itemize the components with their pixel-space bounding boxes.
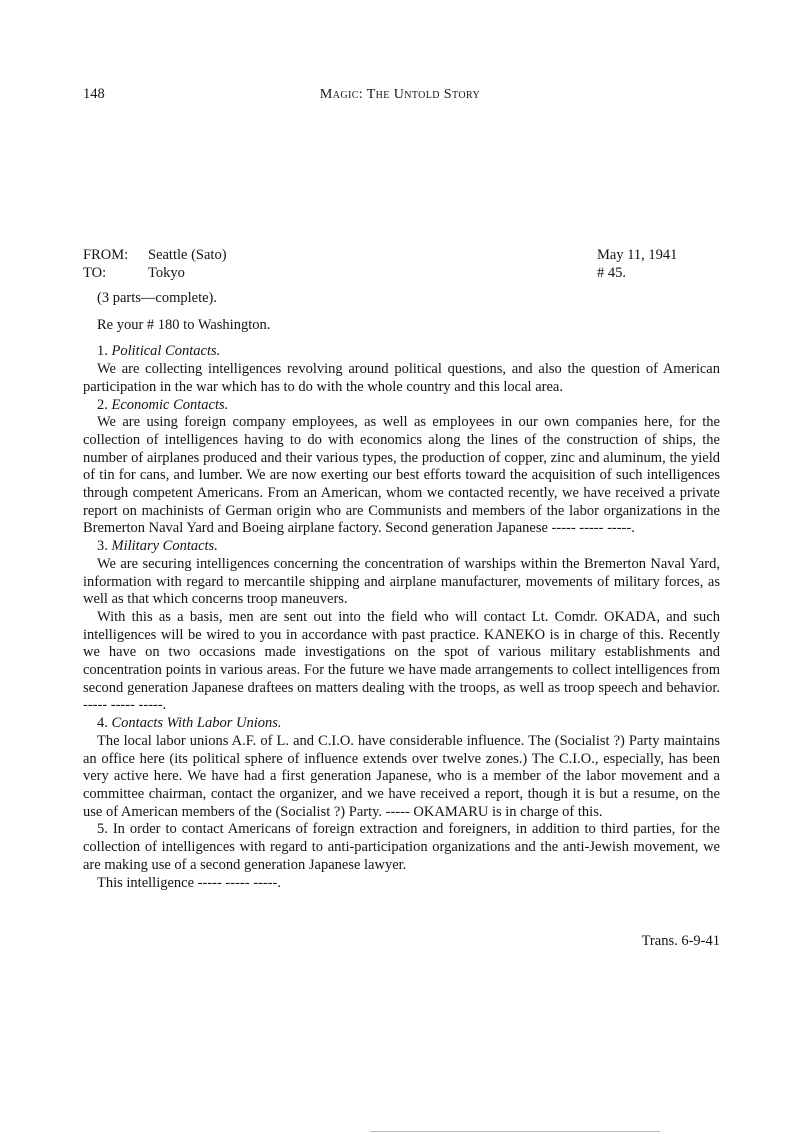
paragraph-military: We are securing intelligences concerning the concentration of warships within the Bremerton Naval Yard, information with regard to mercantile shipping and airplane manufacturer, movements of military forces, as well as that which concerns troop maneuvers. (83, 555, 720, 608)
header-date-number (597, 246, 677, 282)
from-value: Seattle (Sato) (148, 247, 227, 263)
page-number: 148 (83, 86, 105, 102)
to-value: Tokyo (148, 265, 185, 281)
section-number: 2. (97, 396, 112, 413)
section-heading-military (83, 538, 720, 556)
section-title: Political Contacts. (111, 343, 221, 360)
section-number: 4. (97, 715, 112, 732)
bottom-rule (370, 1131, 660, 1132)
section-heading-political (83, 343, 720, 361)
from-label: FROM: (83, 247, 129, 263)
message-date: May 11, 1941 (597, 247, 678, 263)
reference-line: Re your # 180 to Washington. (97, 316, 271, 333)
message-number: # 45. (597, 265, 626, 281)
section-number: 3. (97, 538, 112, 555)
section-heading-labor (83, 715, 720, 733)
paragraph-political: We are collecting intelligences revolving around political questions, and also the question of American participation in the war which has to do with the whole country and this local area. (83, 361, 720, 395)
paragraph-section-five: 5. In order to contact Americans of foreign extraction and foreigners, in addition to third parties, for the collection of intelligences with regard to anti-participation organizations and the anti-Jewish movement, we are making use of a second generation Japanese lawyer. (83, 821, 720, 873)
section-title: Military Contacts. (111, 538, 218, 555)
section-heading-economic (83, 397, 720, 415)
to-label: TO: (83, 265, 107, 281)
running-head (0, 87, 800, 103)
message-body (83, 290, 720, 892)
paragraph-military-followup: With this as a basis, men are sent out into the field who will contact Lt. Comdr. OKADA, and such intelligences will be wired to you in accordance with past practice. KANEKO is in charge of this. Recently we have on two occasions made investigations on the spot of various military establishments and concentration points in various areas. For the future we have made arrangements to collect intelligences from second generation Japanese draftees on matters dealing with the troops, as well as troop speech and behavior. ----- ----- -----. (83, 608, 720, 714)
translation-date: Trans. 6-9-41 (641, 933, 720, 949)
paragraph-labor: The local labor unions A.F. of L. and C.I.O. have considerable influence. The (Socialist ?) Party maintains an office here (its political sphere of influence extends over twelve zones.) The C.I.O., especially, has been very active here. We have had a first generation Japanese, who is a member of the labor movement and a committee chairman, contact the organizer, and we have received a report, though it is but a resume, on the use of American members of the (Socialist ?) Party. ----- OKAMARU is in charge of this. (83, 732, 720, 820)
paragraph-closing: This intelligence ----- ----- -----. (97, 874, 281, 891)
section-number: 1. (97, 343, 112, 360)
parts-note: (3 parts—complete). (97, 290, 217, 306)
message-header (83, 246, 723, 282)
section-title: Economic Contacts. (111, 396, 229, 413)
running-head-title: Magic: The Untold Story (319, 87, 481, 102)
section-title: Contacts With Labor Unions. (111, 715, 282, 732)
paragraph-economic: We are using foreign company employees, as well as employees in our own companies here, for the collection of intelligences having to do with economics along the lines of the construction of ships, the number of airplanes produced and their various types, the production of copper, zinc and aluminum, the yield of tin for cans, and lumber. We are now exerting our best efforts toward the acquisition of such intelligences through competent Americans. From an American, whom we contacted recently, we have received a private report on machinists of German origin who are Communists and members of the labor organizations in the Bremerton Naval Yard and Boeing airplane factory. Second generation Japanese ----- ----- -----. (83, 414, 720, 537)
